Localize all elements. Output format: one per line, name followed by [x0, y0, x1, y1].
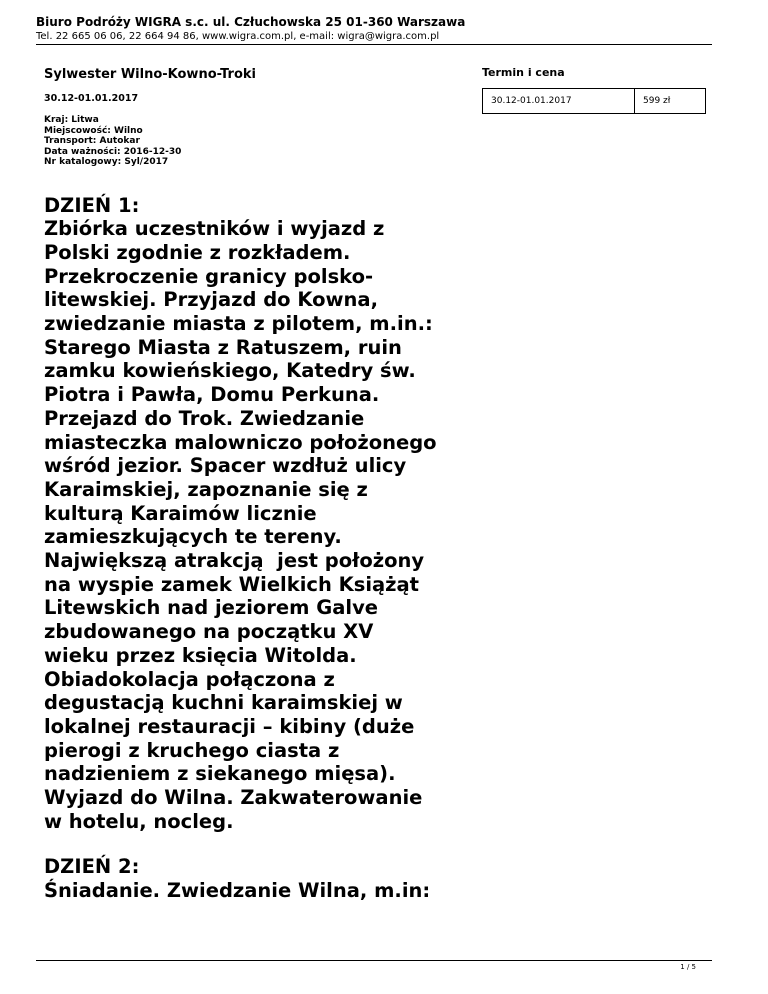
company-name: Biuro Podróży WIGRA s.c. ul. Człuchowska 25 01-360 Warszawa [36, 15, 466, 29]
price-row [483, 89, 706, 114]
meta-country: Kraj: Litwa [44, 115, 99, 125]
company-contact: Tel. 22 665 06 06, 22 664 94 86, www.wigra.com.pl, e-mail: wigra@wigra.com.pl [36, 31, 440, 42]
meta-catalog-number: Nr katalogowy: Syl/2017 [44, 157, 169, 167]
day-heading: DZIEŃ 2: [44, 855, 140, 879]
offer-title: Sylwester Wilno-Kowno-Troki [44, 67, 256, 82]
price-amount: 599 zł [635, 89, 706, 114]
meta-transport: Transport: Autokar [44, 136, 140, 146]
program-day-2 [44, 855, 464, 902]
offer-date: 30.12-01.01.2017 [44, 93, 139, 104]
day-description: Śniadanie. Zwiedzanie Wilna, m.in: [44, 879, 431, 903]
price-heading: Termin i cena [482, 66, 565, 79]
meta-validity: Data ważności: 2016-12-30 [44, 146, 182, 157]
day-description: Zbiórka uczestników i wyjazd z Polski zgodnie z rozkładem. Przekroczenie granicy polsko- litewskiej. Przyjazd do Kowna, zwiedzanie miasta z pilotem, m.in.: Starego Miasta z Ratuszem, ruin zamku kowieńskiego, Katedry św. Piotra i Pawła, Domu Perkuna. Przejazd do Trok. Zwiedzanie miasteczka malowniczo położonego wśród jezior. Spacer wzdłuż ulicy Karaimskiej, zapoznanie się z kulturą Karaimów licznie zamieszkujących te tereny. Największą atrakcją jest położony na wyspie zamek Wielkich Książąt Litewskich nad jeziorem Galve zbudowanego na początku XV wieku przez księcia Witolda. Obiadokolacja połączona z degustacją kuchni karaimskiej w lokalnej restauracji – kibiny (duże pierogi z kruchego ciasta z nadzieniem z siekanego mięsa). Wyjazd do Wilna. Zakwaterowanie w hotelu, nocleg. [44, 217, 437, 833]
document-header [36, 14, 712, 43]
day-heading: DZIEŃ 1: [44, 193, 140, 217]
header-divider [36, 44, 712, 45]
meta-city: Miejscowość: Wilno [44, 125, 143, 136]
footer-divider [36, 960, 712, 961]
price-table [482, 88, 706, 114]
price-dates: 30.12-01.01.2017 [483, 89, 635, 114]
offer-meta [44, 115, 464, 168]
offer-details [44, 66, 464, 903]
price-section [482, 66, 706, 114]
page-number: 1 / 5 [680, 963, 696, 971]
program-day-1 [44, 194, 464, 834]
